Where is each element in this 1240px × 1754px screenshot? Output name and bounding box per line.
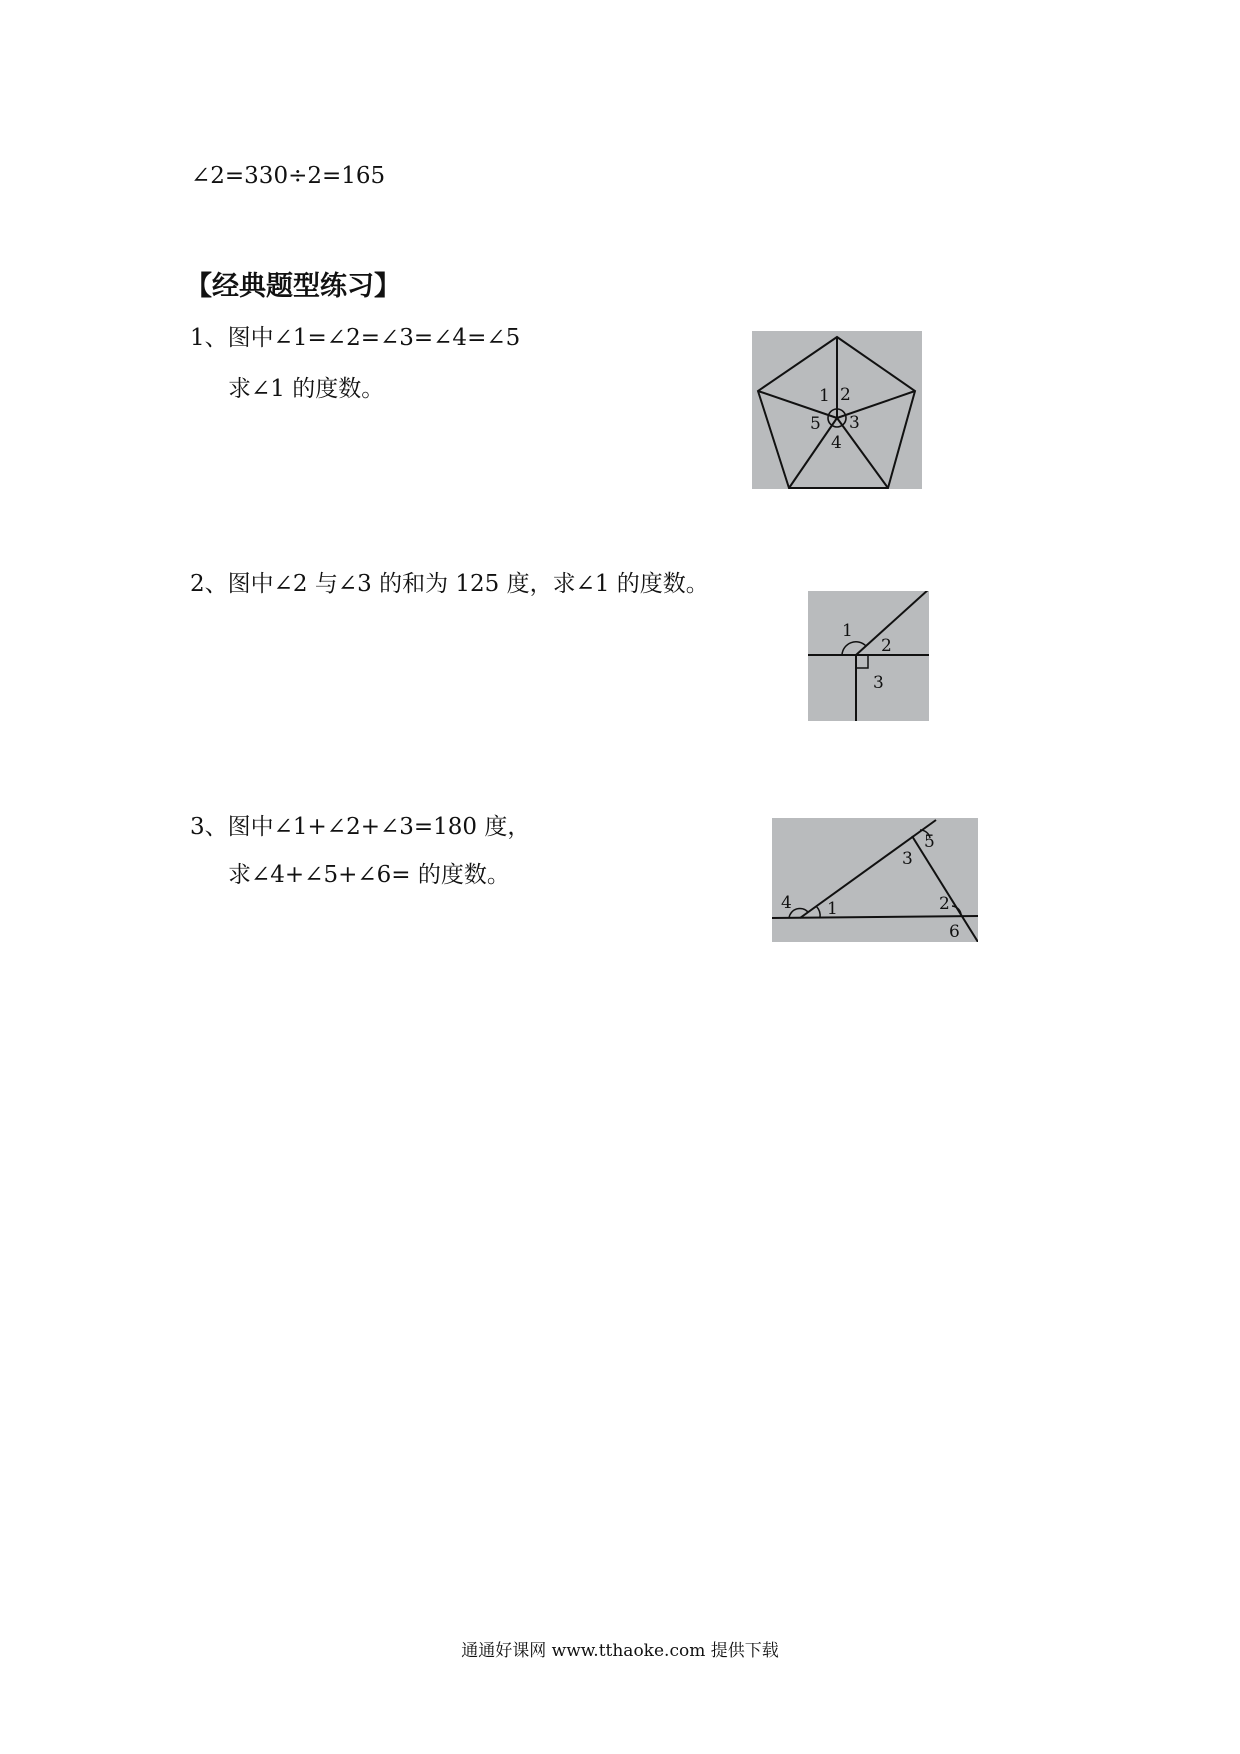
triangle-label-2: 2	[939, 894, 950, 914]
lines-label-1: 1	[842, 621, 853, 641]
problem-2-statement: 2、图中∠2 与∠3 的和为 125 度，求∠1 的度数。	[190, 571, 709, 597]
pentagon-label-2: 2	[840, 385, 851, 405]
intersecting-lines-figure	[808, 591, 929, 721]
triangle-label-5: 5	[924, 832, 935, 852]
previous-solution-line: ∠2=330÷2=165	[191, 163, 386, 189]
pentagon-label-4: 4	[831, 433, 842, 453]
page-footer: 通通好课网 www.tthaoke.com 提供下载	[461, 1641, 779, 1661]
lines-label-2: 2	[881, 636, 892, 656]
pentagon-figure	[752, 331, 922, 489]
problem-3-question: 求∠4+∠5+∠6= 的度数。	[228, 862, 510, 888]
problem-3-statement: 3、图中∠1+∠2+∠3=180 度，	[190, 814, 531, 840]
triangle-label-1: 1	[827, 899, 838, 919]
pentagon-label-1: 1	[819, 386, 830, 406]
problem-1-statement: 1、图中∠1=∠2=∠3=∠4=∠5	[190, 325, 521, 351]
section-title: 【经典题型练习】	[185, 271, 401, 302]
pentagon-label-3: 3	[849, 413, 860, 433]
triangle-label-3: 3	[902, 849, 913, 869]
pentagon-label-5: 5	[810, 414, 821, 434]
triangle-figure	[772, 818, 978, 942]
problem-1-question: 求∠1 的度数。	[228, 376, 385, 402]
lines-label-3: 3	[873, 673, 884, 693]
triangle-label-4: 4	[781, 893, 792, 913]
triangle-label-6: 6	[949, 922, 960, 942]
